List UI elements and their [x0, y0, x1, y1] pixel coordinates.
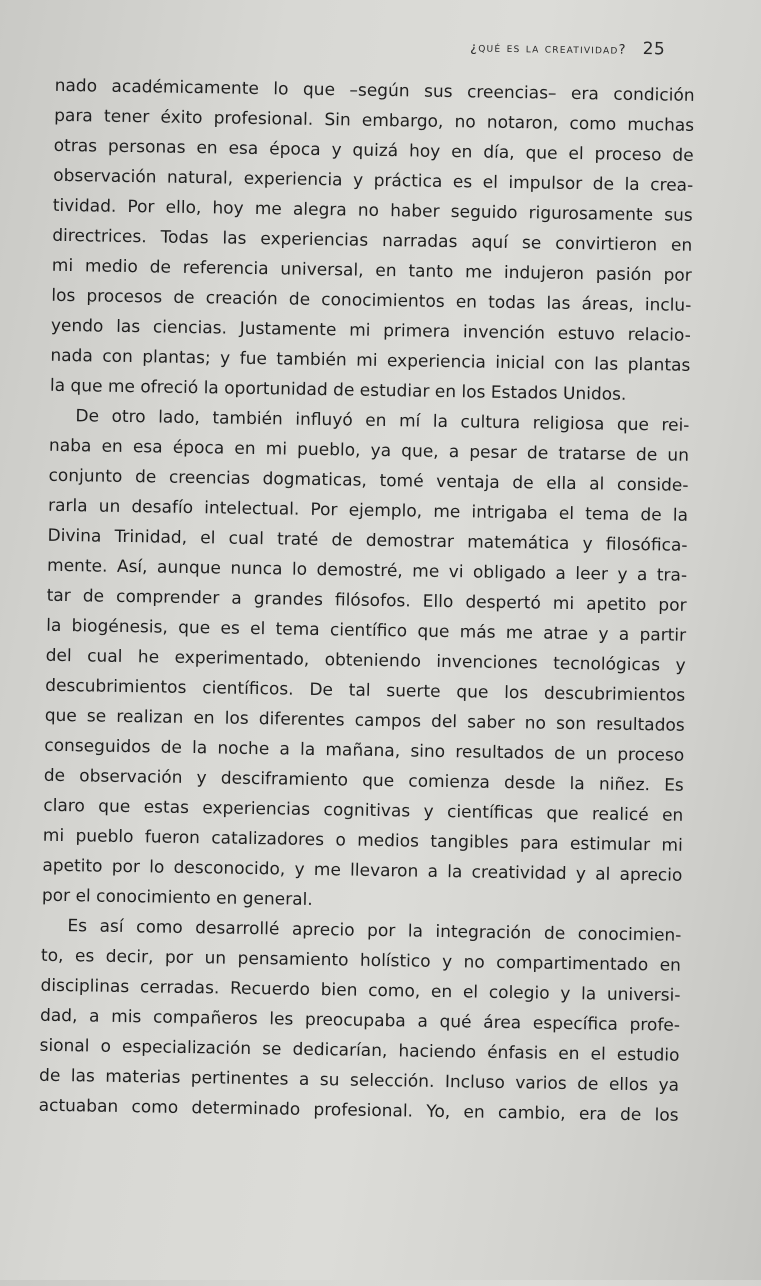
paragraph-start-line: Es así como desarrollé aprecio por la integración de conocimien- [67, 916, 682, 946]
running-header [470, 36, 665, 59]
text-line: para tener éxito profesional. Sin embargo, no notaron, como muchas [54, 105, 695, 136]
text-line: directrices. Todas las experiencias narradas aquí se convirtieron en [52, 225, 693, 256]
text-line: rarla un desafío intelectual. Por ejemplo, me intrigaba el tema de la [47, 495, 689, 526]
text-line: mi pueblo fueron catalizadores o medios tangibles para estimular mi [42, 825, 683, 856]
text-line: actuaban como determinado profesional. Yo, en cambio, era de los [38, 1095, 679, 1126]
text-line: los procesos de creación de conocimientos en todas las áreas, inclu- [51, 285, 692, 316]
text-line: dad, a mis compañeros les preocupaba a qué área específica profe- [39, 1005, 681, 1036]
text-line: la que me ofreció la oportunidad de estudiar en los Estados Unidos. [49, 375, 627, 405]
text-line: nada con plantas; y fue también mi experiencia inicial con las plantas [50, 345, 691, 376]
text-line: disciplinas cerradas. Recuerdo bien como, en el colegio y la universi- [40, 975, 681, 1006]
text-line: tividad. Por ello, hoy me alegra no haber seguido rigurosamente sus [52, 195, 693, 226]
text-line: nado académicamente lo que –según sus creencias– era condición [54, 75, 695, 106]
text-line: descubrimientos científicos. De tal suerte que los descubrimientos [45, 675, 686, 706]
text-line: por el conocimiento en general. [41, 885, 313, 910]
text-line: de las materias pertinentes a su selección. Incluso varios de ellos ya [38, 1065, 680, 1096]
text-line: de observación y desciframiento que comienza desde la niñez. Es [43, 765, 684, 796]
text-line: que se realizan en los diferentes campos del saber no son resultados [44, 705, 685, 736]
text-line: mente. Así, aunque nunca lo demostré, me vi obligado a leer y a tra- [46, 555, 688, 586]
text-line: conjunto de creencias dogmaticas, tomé ventaja de ella al conside- [48, 465, 689, 496]
running-title: ¿qué es la creatividad? [470, 40, 627, 58]
text-line: to, es decir, por un pensamiento holístico y no compartimentado en [40, 945, 682, 976]
paragraph-start-line: De otro lado, también influyó en mí la cultura religiosa que rei- [75, 406, 690, 436]
text-line: tar de comprender a grandes filósofos. Ello despertó mi apetito por [46, 585, 687, 616]
text-line: apetito por lo desconocido, y me llevaron a la creatividad y al aprecio [42, 855, 683, 886]
text-line: claro que estas experiencias cognitivas y científicas que realicé en [43, 795, 684, 826]
text-line: naba en esa época en mi pueblo, ya que, a pesar de tratarse de un [48, 435, 690, 466]
text-line: mi medio de referencia universal, en tanto me indujeron pasión por [51, 255, 692, 286]
text-line: observación natural, experiencia y práctica es el impulsor de la crea- [53, 165, 694, 196]
text-line: del cual he experimentado, obteniendo invenciones tecnológicas y [45, 645, 686, 676]
page-number: 25 [642, 39, 666, 60]
text-line: sional o especialización se dedicarían, haciendo énfasis en el estudio [39, 1035, 680, 1066]
text-line: yendo las ciencias. Justamente mi primera invención estuvo relacio- [50, 315, 691, 346]
text-line: conseguidos de la noche a la mañana, sino resultados de un proceso [44, 735, 685, 766]
text-line: otras personas en esa época y quizá hoy en día, que el proceso de [53, 135, 694, 166]
text-line: la biogénesis, que es el tema científico que más me atrae y a partir [46, 615, 687, 646]
text-line: Divina Trinidad, el cual traté de demostrar matemática y filosófica- [47, 525, 688, 556]
body-text [38, 71, 694, 1131]
